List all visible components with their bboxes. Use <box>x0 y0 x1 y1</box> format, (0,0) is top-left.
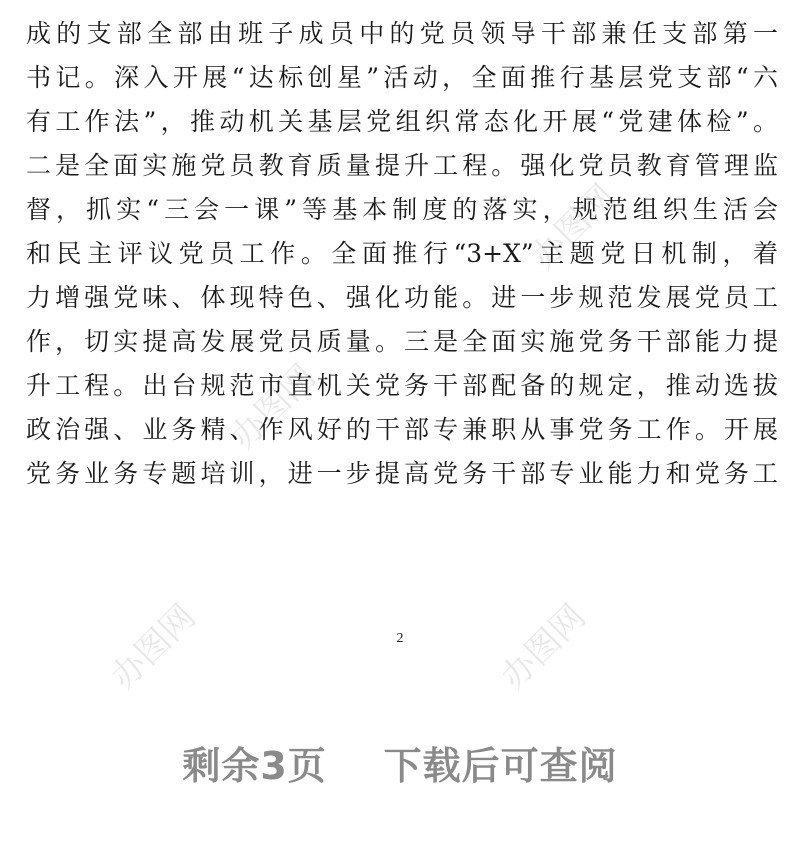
text-line: 书记。深入开展“达标创星”活动，全面推行基层党支部“六 <box>26 63 778 92</box>
text-line: 政治强、业务精、作风好的干部专兼职从事党务工作。开展 <box>26 415 778 444</box>
watermark: 办图网 <box>493 596 594 698</box>
text-line: 作，切实提高发展党员质量。三是全面实施党务干部能力提 <box>26 327 778 356</box>
text-line: 成的支部全部由班子成员中的党员领导干部兼任支部第一 <box>26 19 778 48</box>
text-line: 和民主评议党员工作。全面推行“3+X”主题党日机制，着 <box>26 239 778 268</box>
body-text <box>26 12 778 496</box>
page-number: 2 <box>396 631 404 646</box>
text-line: 有工作法”，推动机关基层党组织常态化开展“党建体检”。 <box>26 107 778 136</box>
text-line: 党务业务专题培训，进一步提高党务干部专业能力和党务工 <box>26 459 778 488</box>
text-line: 力增强党味、体现特色、强化功能。进一步规范发展党员工 <box>26 283 778 312</box>
watermark: 办图网 <box>223 356 324 458</box>
watermark: 办图网 <box>103 596 204 698</box>
text-line: 升工程。出台规范市直机关党务干部配备的规定，推动选拔 <box>26 371 778 400</box>
text-line: 二是全面实施党员教育质量提升工程。强化党员教育管理监 <box>26 151 778 180</box>
watermark: 办图网 <box>523 176 624 278</box>
text-line: 督，抓实“三会一课”等基本制度的落实，规范组织生活会 <box>26 195 778 224</box>
download-banner[interactable]: 剩余3页 下载后可查阅 <box>182 744 618 788</box>
